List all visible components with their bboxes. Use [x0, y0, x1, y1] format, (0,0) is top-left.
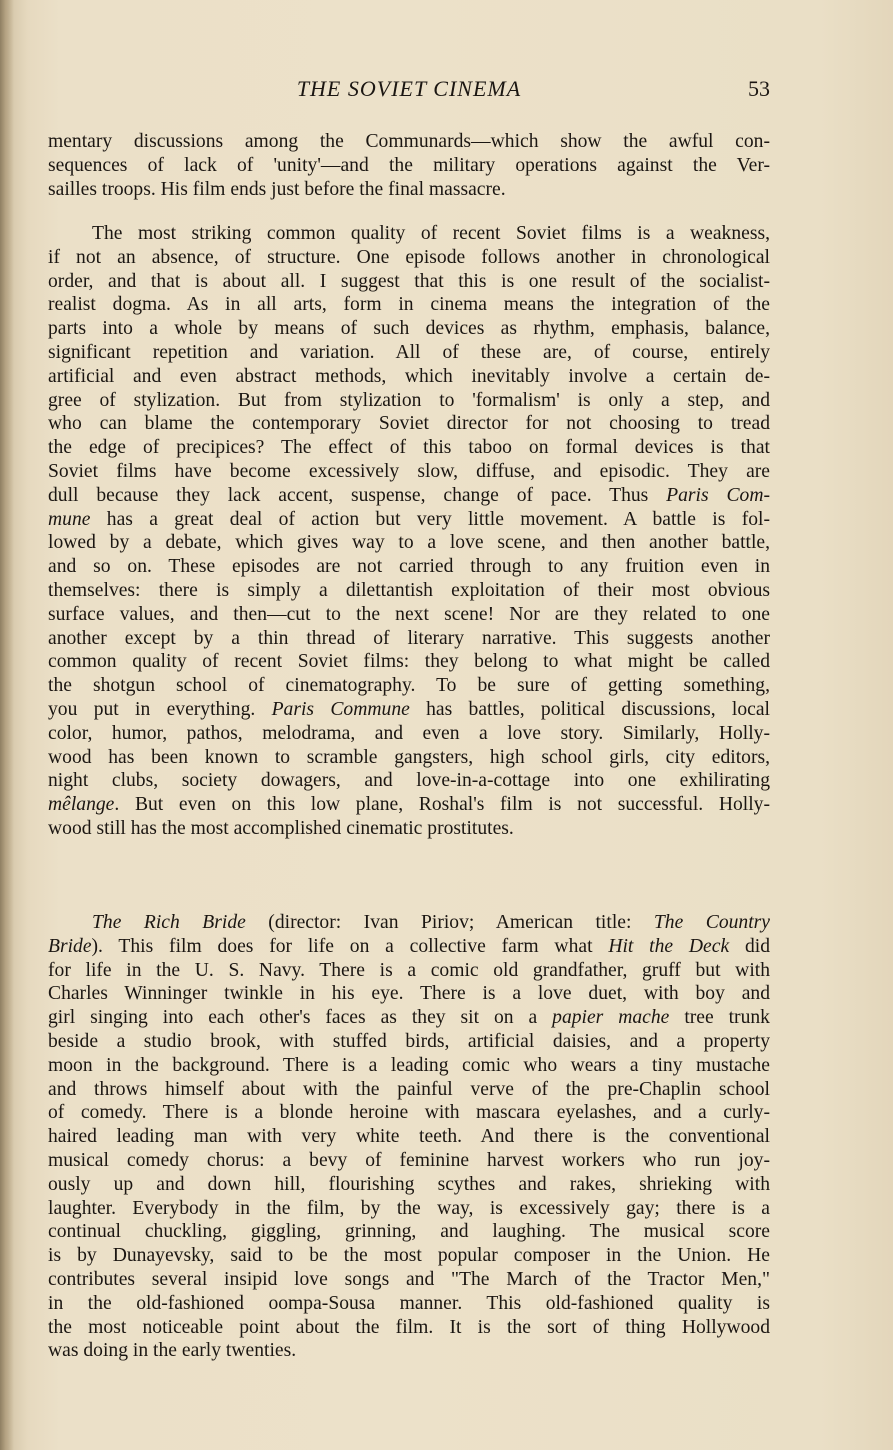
film-title-italic: Paris Com- [666, 484, 770, 506]
text-line: sailles troops. His film ends just before the final massacre. [48, 178, 506, 200]
paragraph-3 [48, 911, 770, 1363]
paragraph-2 [48, 222, 770, 841]
text-line: wood still has the most accomplished cinematic prostitutes. [48, 817, 514, 839]
text-line: you put in everything. Paris Commune has battles, political discussions, local [48, 698, 770, 720]
text-line: sequences of lack of 'unity'—and the military operations against the Ver- [48, 154, 770, 176]
film-title-italic: Paris Commune [271, 698, 410, 720]
text-line: of comedy. There is a blonde heroine with mascara eyelashes, and a curly- [48, 1102, 770, 1124]
text-line: was doing in the early twenties. [48, 1340, 297, 1362]
text-line: moon in the background. There is a leading comic who wears a tiny mustache [48, 1054, 770, 1076]
page-number: 53 [748, 76, 770, 101]
text-line: realist dogma. As in all arts, form in cinema means the integration of the [48, 294, 770, 316]
text-line: Soviet films have become excessively slow, diffuse, and episodic. They are [48, 460, 770, 482]
running-title: THE SOVIET CINEMA [296, 76, 522, 101]
text-line: girl singing into each other's faces as they sit on a papier mache tree trunk [48, 1007, 770, 1029]
paragraph-1 [48, 130, 770, 201]
film-title-italic: The Country [653, 912, 770, 933]
text-line: common quality of recent Soviet films: they belong to what might be called [48, 651, 770, 673]
text-line: laughter. Everybody in the film, by the way, is excessively gay; there is a [48, 1197, 770, 1219]
text-line: The most striking common quality of recent Soviet films is a weakness, [92, 223, 770, 244]
text-line: for life in the U. S. Navy. There is a comic old grandfather, gruff but with [48, 959, 770, 981]
film-title-italic: The Rich Bride [92, 912, 246, 933]
text-line: haired leading man with very white teeth. And there is the conventional [48, 1126, 770, 1148]
text-line: the shotgun school of cinematography. To be sure of getting something, [48, 675, 770, 697]
text-line: wood has been known to scramble gangsters, high school girls, city editors, [48, 746, 770, 768]
text-line: mentary discussions among the Communards—which show the awful con- [48, 131, 770, 152]
book-gutter-shadow [0, 0, 14, 1450]
film-title-italic: Bride [48, 935, 92, 957]
text-line: in the old-fashioned oompa-Sousa manner. This old-fashioned quality is [48, 1292, 770, 1314]
text-line: The Rich Bride (director: Ivan Piriov; American title: The Country [92, 912, 770, 933]
text-line: Charles Winninger twinkle in his eye. There is a love duet, with boy and [48, 983, 770, 1005]
film-title-italic: mune [48, 508, 91, 530]
text-line: order, and that is about all. I suggest that this is one result of the socialist- [48, 270, 770, 292]
text-line: another except by a thin thread of literary narrative. This suggests another [48, 627, 770, 649]
text-line: surface values, and then—cut to the next scene! Nor are they related to one [48, 603, 770, 625]
text-line: gree of stylization. But from stylization to 'formalism' is only a step, and [48, 389, 770, 411]
text-line: ously up and down hill, flourishing scythes and rakes, shrieking with [48, 1173, 770, 1195]
text-line: significant repetition and variation. All of these are, of course, entirely [48, 341, 770, 363]
film-title-italic: Hit the Deck [608, 935, 730, 957]
text-line: Bride). This film does for life on a collective farm what Hit the Deck did [48, 935, 770, 957]
text-line: and so on. These episodes are not carried through to any fruition even in [48, 556, 770, 578]
italic-word: papier mache [552, 1007, 670, 1029]
text-line: parts into a whole by means of such devices as rhythm, emphasis, balance, [48, 318, 770, 340]
text-line: contributes several insipid love songs and "The March of the Tractor Men," [48, 1268, 770, 1290]
text-line: dull because they lack accent, suspense, change of pace. Thus Paris Com- [48, 484, 770, 506]
text-line: mêlange. But even on this low plane, Roshal's film is not successful. Holly- [48, 794, 770, 816]
text-line: beside a studio brook, with stuffed birds, artificial daisies, and a property [48, 1030, 770, 1052]
text-line: continual chuckling, giggling, grinning, and laughing. The musical score [48, 1221, 770, 1243]
text-line: musical comedy chorus: a bevy of feminine harvest workers who run joy- [48, 1149, 770, 1171]
text-line: the most noticeable point about the film. It is the sort of thing Hollywood [48, 1316, 770, 1338]
text-line: mune has a great deal of action but very little movement. A battle is fol- [48, 508, 770, 530]
text-line: the edge of precipices? The effect of this taboo on formal devices is that [48, 437, 770, 459]
text-line: night clubs, society dowagers, and love-in-a-cottage into one exhilirating [48, 770, 770, 792]
text-line: themselves: there is simply a dilettantish exploitation of their most obvious [48, 579, 770, 601]
text-line: who can blame the contemporary Soviet director for not choosing to tread [48, 413, 770, 435]
text-line: and throws himself about with the painful verve of the pre-Chaplin school [48, 1078, 770, 1100]
italic-word: mêlange [48, 794, 115, 816]
text-line: if not an absence, of structure. One episode follows another in chronological [48, 246, 770, 268]
text-line: color, humor, pathos, melodrama, and even a love story. Similarly, Holly- [48, 722, 770, 744]
page-header [48, 74, 770, 106]
text-line: artificial and even abstract methods, which inevitably involve a certain de- [48, 365, 770, 387]
text-line: is by Dunayevsky, said to be the most popular composer in the Union. He [48, 1245, 770, 1267]
text-line: lowed by a debate, which gives way to a love scene, and then another battle, [48, 532, 770, 554]
